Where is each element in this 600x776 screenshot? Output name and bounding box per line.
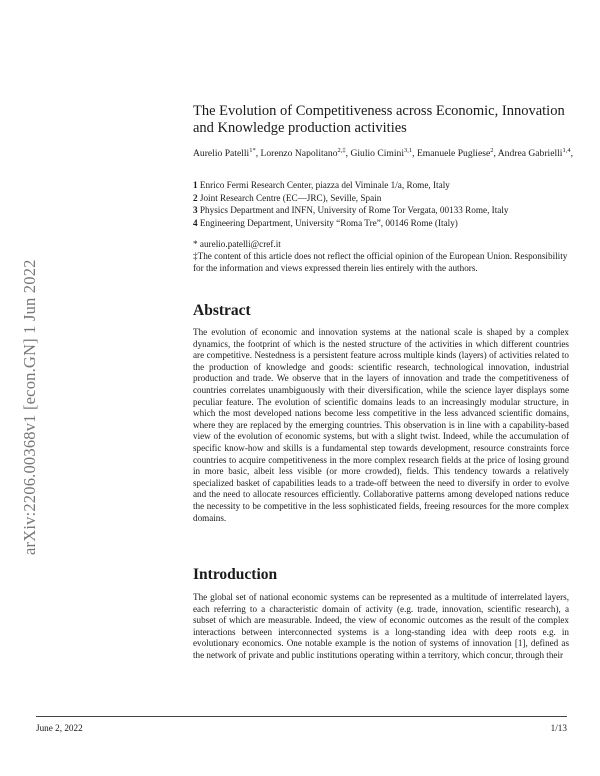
author-name: Lorenzo Napolitano <box>260 148 338 160</box>
author-sup: 3,1 <box>404 147 413 154</box>
introduction-text: The global set of national economic systems can be represented as a multitude of interrelated layers, each referring to a characteristic domain of activity (e.g. trade, innovation, scientific research), a subset of which are measurable. Indeed, the view of economic outcomes as the result of the complex interactions between interconnected systems is a long-standing idea with deep roots e.g. in evolutionary economics. One notable example is the notion of systems of innovation [1], defined as the network of private and public institutions operating within a territory, which concur, through their <box>193 592 569 660</box>
author-2 <box>261 148 346 159</box>
paper-title: The Evolution of Competitiveness across Economic, Innovation and Knowledge production activities <box>193 103 565 136</box>
author-list: Aurelio Patelli$^{1*}$, Lorenzo Napolitano$^{2,\ddagger}$, Giulio Cimini$^{3,1}$, Emanuele Pugliese$^2$, Andrea Gabrielli$^{1,4}$, <box>193 147 573 160</box>
footer-date: June 2, 2022 <box>36 723 83 733</box>
affiliation-2: 2 Joint Research Centre (EC—JRC), Seville, Spain <box>193 192 382 203</box>
author-name: Emanuele Pugliese <box>416 148 491 160</box>
author-3 <box>350 148 412 159</box>
corresponding-email: * aurelio.patelli@cref.it <box>193 239 281 249</box>
affiliation-1: 1 Enrico Fermi Research Center, piazza del Viminale 1/a, Rome, Italy <box>193 180 450 190</box>
abstract-heading: Abstract <box>193 302 251 319</box>
author-sup: 1,4 <box>562 147 571 154</box>
introduction-heading: Introduction <box>193 566 278 583</box>
affiliation-4: 4 Engineering Department, University “Roma Tre”, 00146 Rome (Italy) <box>193 217 458 228</box>
author-5 <box>498 148 571 159</box>
author-4 <box>417 148 494 159</box>
author-sup: 2,‡ <box>337 147 346 154</box>
author-name: Aurelio Patelli <box>193 148 250 160</box>
affiliation-list <box>193 179 578 229</box>
author-name: Giulio Cimini <box>350 148 405 160</box>
author-sup: 2 <box>490 147 494 154</box>
author-name: Andrea Gabrielli <box>497 148 563 160</box>
author-1 <box>193 148 256 159</box>
author-notes <box>193 238 578 275</box>
page-number: 1/13 <box>550 723 567 733</box>
disclaimer-note: ‡The content of this article does not reflect the official opinion of the European Union. Responsibility for the information and views expressed therein lies entirely with the authors. <box>193 251 568 274</box>
author-sup: 1* <box>249 147 256 154</box>
abstract-text: The evolution of economic and innovation systems at the national scale is shaped by a complex dynamics, the footprint of which is the nested structure of the activities in which different countries are competitive. Nestedness is a persistent feature across multiple kinds (layers) of activities related to the production of knowledge and goods: scientific research, technological innovation, industrial production and trade. We observe that in the layers of innovation and trade the competitiveness of countries correlates unambiguously with their diversification, while the science layer displays some peculiar feature. The evolution of scientific domains leads to an increasingly modular structure, in which the most developed nations become less competitive in the less advanced scientific domains, where they are replaced by the emerging countries. This observation is in line with a capability-based view of the evolution of economic systems, but with a slight twist. Indeed, while the accumulation of specific know-how and skills is a fundamental step towards development, resource constraints force countries to acquire competitiveness in the more complex research fields at the price of losing ground in more basic, albeit less visible (or more crowded), fields. This tendency towards a relatively specialized basket of capabilities leads to a trade-off between the need to diversify in order to evolve and the need to allocate resources efficiently. Collaborative patterns among developed nations reduce the necessity to be competitive in the less sophisticated fields, freeing resources for the more complex domains. <box>193 327 569 523</box>
arxiv-stamp: arXiv:2206.00368v1 [econ.GN] 1 Jun 2022 <box>20 259 39 555</box>
affiliation-3: 3 Physics Department and INFN, University of Rome Tor Vergata, 00133 Rome, Italy <box>193 205 509 216</box>
footer-rule <box>36 716 567 717</box>
